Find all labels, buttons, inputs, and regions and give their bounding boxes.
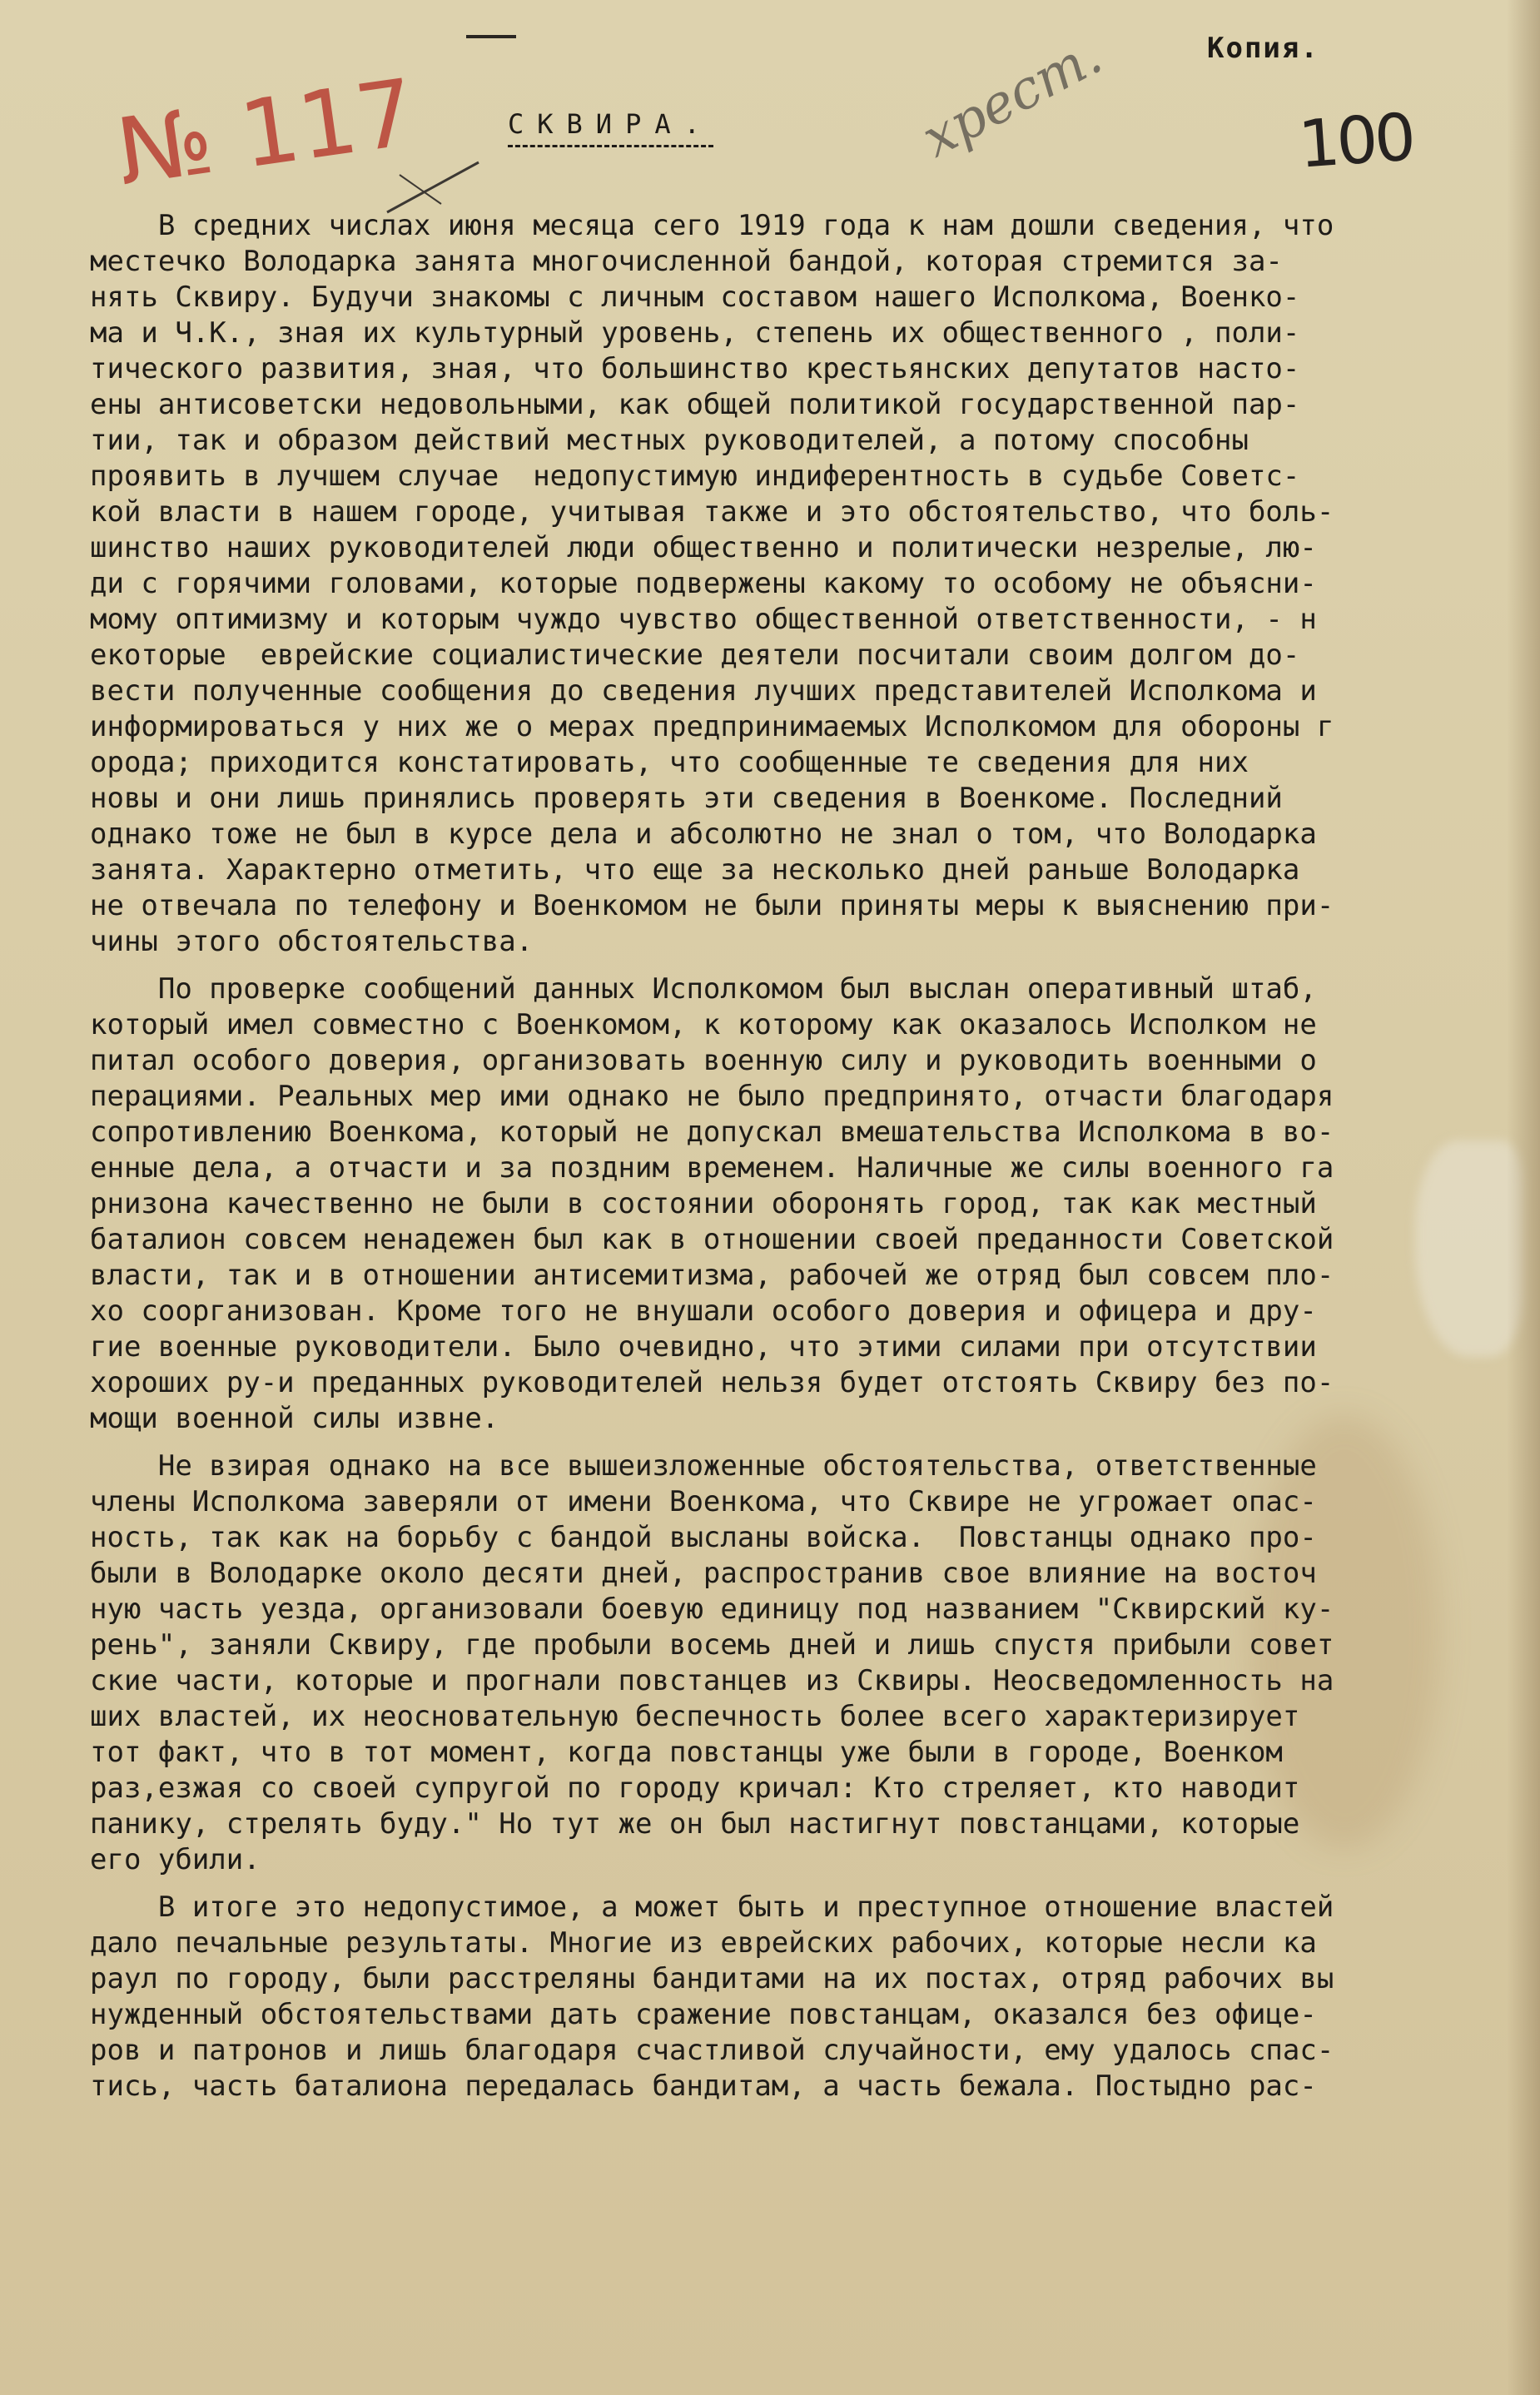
text-line: новы и они лишь принялись проверять эти сведения в Военкоме. Последний — [90, 782, 1283, 815]
text-line: его убили. — [90, 1843, 261, 1876]
pencil-dash-mark — [466, 33, 516, 40]
text-line: ди с горячими головами, которые подвержены какому то особому не объясни- — [90, 567, 1317, 600]
text-line: тот факт, что в тот момент, когда повстанцы уже были в городе, Военком — [90, 1736, 1283, 1769]
text-line: перациями. Реальных мер ими однако не было предпринято, отчасти благодаря — [90, 1080, 1334, 1113]
text-line: нять Сквиру. Будучи знакомы с личным составом нашего Исполкома, Военко- — [90, 281, 1300, 314]
text-line: рень", заняли Сквиру, где пробыли восемь дней и лишь спустя прибыли совет — [90, 1628, 1334, 1662]
text-line: питал особого доверия, организовать военную силу и руководить военными о — [90, 1044, 1317, 1077]
text-line: проявить в лучшем случае недопустимую индиферентность в судьбе Советс- — [90, 460, 1300, 493]
text-line: ские части, которые и прогнали повстанцев из Сквиры. Неосведомленность на — [90, 1664, 1334, 1697]
text-line: хороших ру-и преданных руководителей нельзя будет отстоять Сквиру без по- — [90, 1366, 1334, 1399]
text-line: панику, стрелять буду." Но тут же он был настигнут повстанцами, которые — [90, 1807, 1300, 1841]
text-line: чины этого обстоятельства. — [90, 925, 534, 958]
text-line: ную часть уезда, организовали боевую единицу под названием "Сквирский ку- — [90, 1593, 1334, 1626]
handwritten-red-mark: № 117 — [110, 58, 422, 206]
text-line: сопротивлению Военкома, который не допускал вмешательства Исполкома в во- — [90, 1116, 1334, 1149]
text-line: занята. Характерно отметить, что еще за несколько дней раньше Володарка — [90, 853, 1300, 887]
text-line: орода; приходится констатировать, что сообщенные те сведения для них — [90, 746, 1249, 779]
paragraph-gap — [90, 1437, 1513, 1448]
text-line: были в Володарке около десяти дней, распространив свое влияние на восточ — [90, 1557, 1317, 1590]
text-line: тись, часть баталиона передалась бандитам, а часть бежала. Постыдно рас- — [90, 2070, 1317, 2103]
paragraph — [90, 1448, 1513, 1878]
text-line: шинство наших руководителей люди общественно и политически незрелые, лю- — [90, 531, 1317, 564]
text-line: ма и Ч.К., зная их культурный уровень, степень их общественного , поли- — [90, 316, 1300, 350]
text-line: однако тоже не был в курсе дела и абсолютно не знал о том, что Володарка — [90, 817, 1317, 851]
text-line: власти, так и в отношении антисемитизма, рабочей же отряд был совсем пло- — [90, 1259, 1334, 1292]
text-line: рнизона качественно не были в состоянии оборонять город, так как местный — [90, 1187, 1317, 1220]
text-line: ены антисоветски недовольными, как общей политикой государственной пар- — [90, 388, 1300, 421]
document-body — [90, 208, 1513, 2104]
text-line: ших властей, их неосновательную беспечность более всего характеризирует — [90, 1700, 1300, 1733]
text-line: члены Исполкома заверяли от имени Военкома, что Сквире не угрожает опас- — [90, 1485, 1317, 1518]
document-title: СКВИРА. — [508, 108, 713, 147]
text-line: нужденный обстоятельствами дать сражение повстанцам, оказался без офице- — [90, 1998, 1317, 2031]
text-line: баталион совсем ненадежен был как в отношении своей преданности Советской — [90, 1223, 1334, 1256]
text-line: мому оптимизму и которым чуждо чувство общественной ответственности, - н — [90, 603, 1317, 636]
text-line: Не взирая однако на все вышеизложенные обстоятельства, ответственные — [90, 1449, 1317, 1483]
text-line: не отвечала по телефону и Военкомом не были приняты меры к выяснению при- — [90, 889, 1334, 922]
paragraph-gap — [90, 1878, 1513, 1890]
text-line: который имел совместно с Военкомом, к которому как оказалось Исполком не — [90, 1008, 1317, 1041]
text-line: раз,езжая со своей супругой по городу кричал: Кто стреляет, кто наводит — [90, 1771, 1300, 1805]
text-line: тии, так и образом действий местных руководителей, а потому способны — [90, 424, 1249, 457]
paragraph-gap — [90, 960, 1513, 971]
paragraph — [90, 971, 1513, 1437]
text-line: В средних числах июня месяца сего 1919 года к нам дошли сведения, что — [90, 209, 1334, 242]
text-line: раул по городу, были расстреляны бандитами на их постах, отряд рабочих вы — [90, 1962, 1334, 1995]
copy-label: Копия. — [1207, 32, 1319, 65]
paragraph — [90, 208, 1513, 960]
text-line: ров и патронов и лишь благодаря счастливой случайности, ему удалось спас- — [90, 2034, 1334, 2067]
text-line: По проверке сообщений данных Исполкомом был выслан оперативный штаб, — [90, 972, 1317, 1006]
text-line: енные дела, а отчасти и за поздним временем. Наличные же силы военного га — [90, 1151, 1334, 1185]
text-line: ность, так как на борьбу с бандой высланы войска. Повстанцы однако про- — [90, 1521, 1317, 1554]
text-line: екоторые еврейские социалистические деятели посчитали своим долгом до- — [90, 639, 1300, 672]
text-line: мощи военной силы извне. — [90, 1402, 499, 1435]
text-line: гие военные руководители. Было очевидно, что этими силами при отсутствии — [90, 1330, 1317, 1364]
text-line: кой власти в нашем городе, учитывая также и это обстоятельство, что боль- — [90, 495, 1334, 529]
text-line: вести полученные сообщения до сведения лучших представителей Исполкома и — [90, 674, 1317, 708]
paragraph — [90, 1890, 1513, 2104]
text-line: дало печальные результаты. Многие из еврейских рабочих, которые несли ка — [90, 1926, 1317, 1960]
text-line: хо соорганизован. Кроме того не внушали особого доверия и офицера и дру- — [90, 1294, 1317, 1328]
text-line: тического развития, зная, что большинство крестьянских депутатов насто- — [90, 352, 1300, 385]
handwritten-pencil-note: хрест. — [912, 24, 1112, 171]
handwritten-page-number: 100 — [1296, 100, 1415, 183]
text-line: информироваться у них же о мерах предпринимаемых Исполкомом для обороны г — [90, 710, 1334, 743]
text-line: В итоге это недопустимое, а может быть и преступное отношение властей — [90, 1891, 1334, 1924]
text-line: местечко Володарка занята многочисленной бандой, которая стремится за- — [90, 245, 1283, 278]
